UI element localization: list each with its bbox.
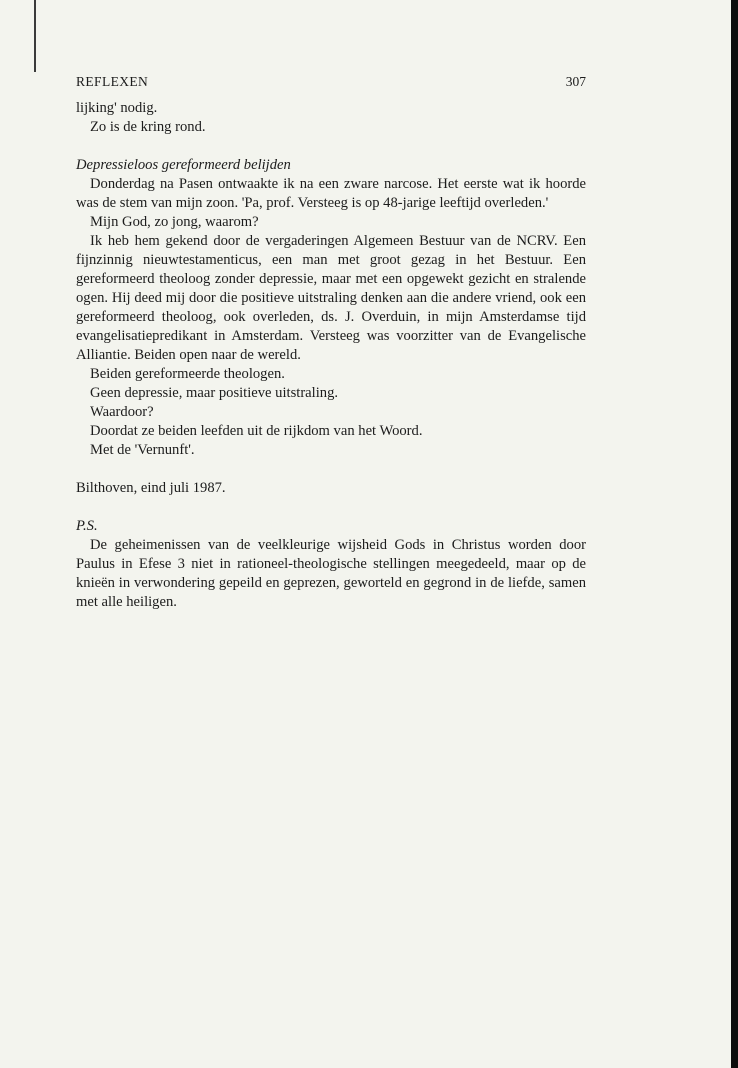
paragraph: Beiden gereformeerde theologen. — [90, 366, 285, 382]
intro-line-2: Zo is de kring rond. — [90, 119, 206, 135]
paragraph: Ik heb hem gekend door de vergaderingen Algemeen Bestuur van de NCRV. Een fijnzinnig nieuwtestamenticus, een man met groot gezag in het Bestuur. Een gereformeerd theoloog zonder depressie, maar met een opgewekt gezicht en stralende ogen. Hij deed mij door die positieve uitstraling denken aan die andere vriend, ook een gereformeerd theoloog, ook overleden, ds. J. Overduin, in mijn Amsterdamse tijd evangelisatiepredikant in Amsterdam. Versteeg was voorzitter van de Evangelische Alliantie. Beiden open naar de wereld. — [76, 233, 586, 363]
running-title: REFLEXEN — [76, 74, 149, 89]
postscript-heading: P.S. — [76, 518, 98, 534]
scan-edge-left — [34, 0, 36, 72]
paragraph: Mijn God, zo jong, waarom? — [90, 214, 259, 230]
paragraph: Donderdag na Pasen ontwaakte ik na een zware narcose. Het eerste wat ik hoorde was de stem van mijn zoon. 'Pa, prof. Versteeg is op 48-jarige leeftijd overleden.' — [76, 176, 586, 211]
paragraph: Doordat ze beiden leefden uit de rijkdom van het Woord. — [90, 423, 423, 439]
scan-edge-right — [731, 0, 738, 1068]
running-header — [76, 72, 586, 92]
paragraph: Met de 'Vernunft'. — [90, 442, 195, 458]
signoff-date: Bilthoven, eind juli 1987. — [76, 480, 226, 496]
paragraph: Waardoor? — [90, 404, 154, 420]
paragraph: Geen depressie, maar positieve uitstraling. — [90, 385, 339, 401]
page-number: 307 — [565, 74, 586, 89]
book-page — [76, 72, 586, 612]
postscript-text: De geheimenissen van de veelkleurige wijsheid Gods in Christus worden door Paulus in Efese 3 niet in rationeel-theologische stellingen meegedeeld, maar op de knieën in verwondering gepeild en geprezen, geworteld en gegrond in de liefde, samen met alle heiligen. — [76, 537, 586, 610]
section-heading: Depressieloos gereformeerd belijden — [76, 157, 291, 173]
intro-line-1: lijking' nodig. — [76, 100, 158, 116]
